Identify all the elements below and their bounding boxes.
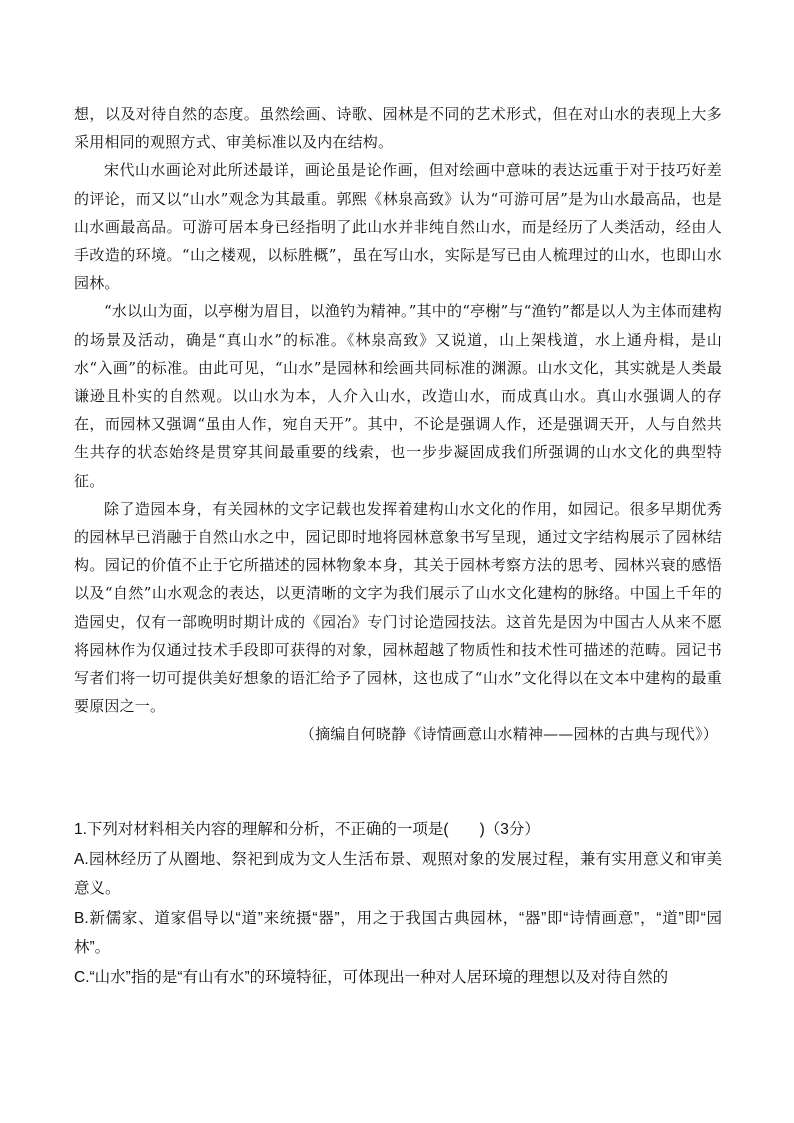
question-1-option-c: C.“山水”指的是“有山有水”的环境特征，可体现出一种对人居环境的理想以及对待自然的	[74, 968, 669, 986]
passage-paragraph-2: 宋代山水画论对此所述最详，画论虽是论作画，但对绘画中意味的表达远重于对于技巧好差的评论，而又以“山水”观念为其最重。郭熙《林泉高致》认为“可游可居”是为山水最高品，也是山水画最高品。可游可居本身已经指明了此山水并非纯自然山水，而是经历了人类活动，经由人手改造的环境。“山之楼观，以标胜概”，虽在写山水，实际是写已由人梳理过的山水，也即山水园林。	[74, 161, 722, 293]
question-1-stem: 1.下列对材料相关内容的理解和分析，不正确的一项是( )（3分）	[74, 821, 540, 838]
passage-paragraph-4: 除了造园本身，有关园林的文字记载也发挥着建构山水文化的作用，如园记。很多早期优秀的园林早已消融于自然山水之中，园记即时地将园林意象书写呈现，通过文字结构展示了园林结构。园记的价值不止于它所描述的园林物象本身，其关于园林考察方法的思考、园林兴衰的感悟以及“自然”山水观念的表达，以更清晰的文字为我们展示了山水文化建构的脉络。中国上千年的造园史，仅有一部晚明时期计成的《园冶》专门讨论造园技法。这首先是因为中国古人从来不愿将园林作为仅通过技术手段即可获得的对象，园林超越了物质性和技术性可描述的范畴。园记书写者们将一切可提供美好想象的语汇给予了园林，这也成了“山水”文化得以在文本中建构的最重要原因之一。	[74, 499, 722, 716]
reading-passage	[74, 100, 722, 749]
question-section	[74, 815, 722, 992]
passage-paragraph-3: “水以山为面，以亭榭为眉目，以渔钓为精神。”其中的“亭榭”与“渔钓”都是以人为主体而建构的场景及活动，确是“真山水”的标准。《林泉高致》又说道，山上架栈道，水上通舟楫，是山水“入画”的标准。由此可见，“山水”是园林和绘画共同标准的渊源。山水文化，其实就是人类最谦逊且朴实的自然观。以山水为本，人介入山水，改造山水，而成真山水。真山水强调人的存在，而园林又强调“虽由人作，宛自天开”。其中，不论是强调人作，还是强调天开，人与自然共生共存的状态始终是贯穿其间最重要的线索，也一步步凝固成我们所强调的山水文化的典型特征。	[74, 302, 722, 490]
passage-source: （摘编自何晓静《诗情画意山水精神——园林的古典与现代》）	[299, 725, 718, 744]
question-1-option-b: B.新儒家、道家倡导以“道”来统摄“器”，用之于我国古典园林，“器”即“诗情画意”，“道”即“园林”。	[74, 909, 722, 956]
passage-paragraph-1: 想，以及对待自然的态度。虽然绘画、诗歌、园林是不同的艺术形式，但在对山水的表现上大多采用相同的观照方式、审美标准以及内在结构。	[74, 105, 722, 152]
question-1-option-a: A.园林经历了从圈地、祭祀到成为文人生活布景、观照对象的发展过程，兼有实用意义和审美意义。	[74, 850, 722, 897]
